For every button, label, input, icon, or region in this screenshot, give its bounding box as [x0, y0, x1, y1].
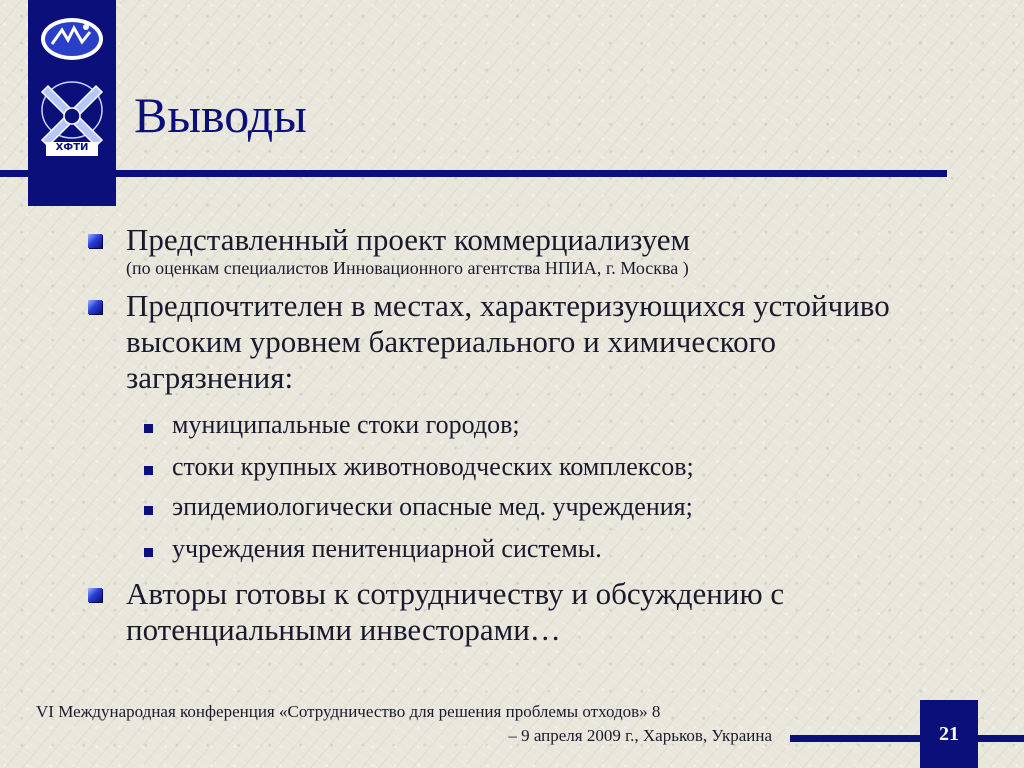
page-number	[920, 700, 978, 768]
sub-bullet-item	[144, 410, 904, 440]
bullet-text: Представленный проект коммерциализуем	[126, 222, 691, 257]
square-bullet-icon	[88, 588, 102, 602]
bullet-text: Предпочтителен в местах, характеризующихся устойчиво высоким уровнем бактериального и химического загрязнения:	[126, 288, 890, 395]
footer-line-2: – 9 апреля 2009 г., Харьков, Украина	[508, 726, 772, 745]
kipt-caption: ХФТИ	[55, 142, 89, 153]
small-square-bullet-icon	[144, 548, 153, 557]
sub-bullet-text: учреждения пенитенциарной системы.	[172, 534, 602, 563]
sub-bullet-item	[144, 534, 904, 564]
bullet-text: Авторы готовы к сотрудничеству и обсуждению с потенциальными инвесторами…	[126, 576, 785, 647]
small-square-bullet-icon	[144, 466, 153, 475]
square-bullet-icon	[88, 234, 102, 248]
bullet-item	[88, 288, 928, 396]
footer-conference	[36, 700, 772, 748]
bullet-item	[88, 576, 928, 648]
sub-bullet-text: муниципальные стоки городов;	[172, 410, 520, 439]
bullet-note: (по оценкам специалистов Инновационного агентства НПИА, г. Москва )	[126, 258, 689, 278]
square-bullet-icon	[88, 300, 102, 314]
slide-title: Выводы	[134, 87, 307, 143]
small-square-bullet-icon	[144, 506, 153, 515]
footer-line-1: VI Международная конференция «Сотрудничество для решения проблемы отходов» 8	[36, 702, 661, 721]
title-rule	[0, 170, 947, 177]
sub-bullet-text: стоки крупных животноводческих комплексов;	[172, 452, 694, 481]
footer-rule	[790, 735, 1024, 742]
page-number-text: 21	[939, 722, 959, 745]
bullet-item	[88, 222, 928, 278]
sub-bullet-item	[144, 492, 904, 522]
small-square-bullet-icon	[144, 424, 153, 433]
ipp-logo-icon	[38, 14, 106, 64]
sub-bullet-text: эпидемиологически опасные мед. учреждения;	[172, 492, 693, 521]
sub-bullet-item	[144, 452, 904, 482]
